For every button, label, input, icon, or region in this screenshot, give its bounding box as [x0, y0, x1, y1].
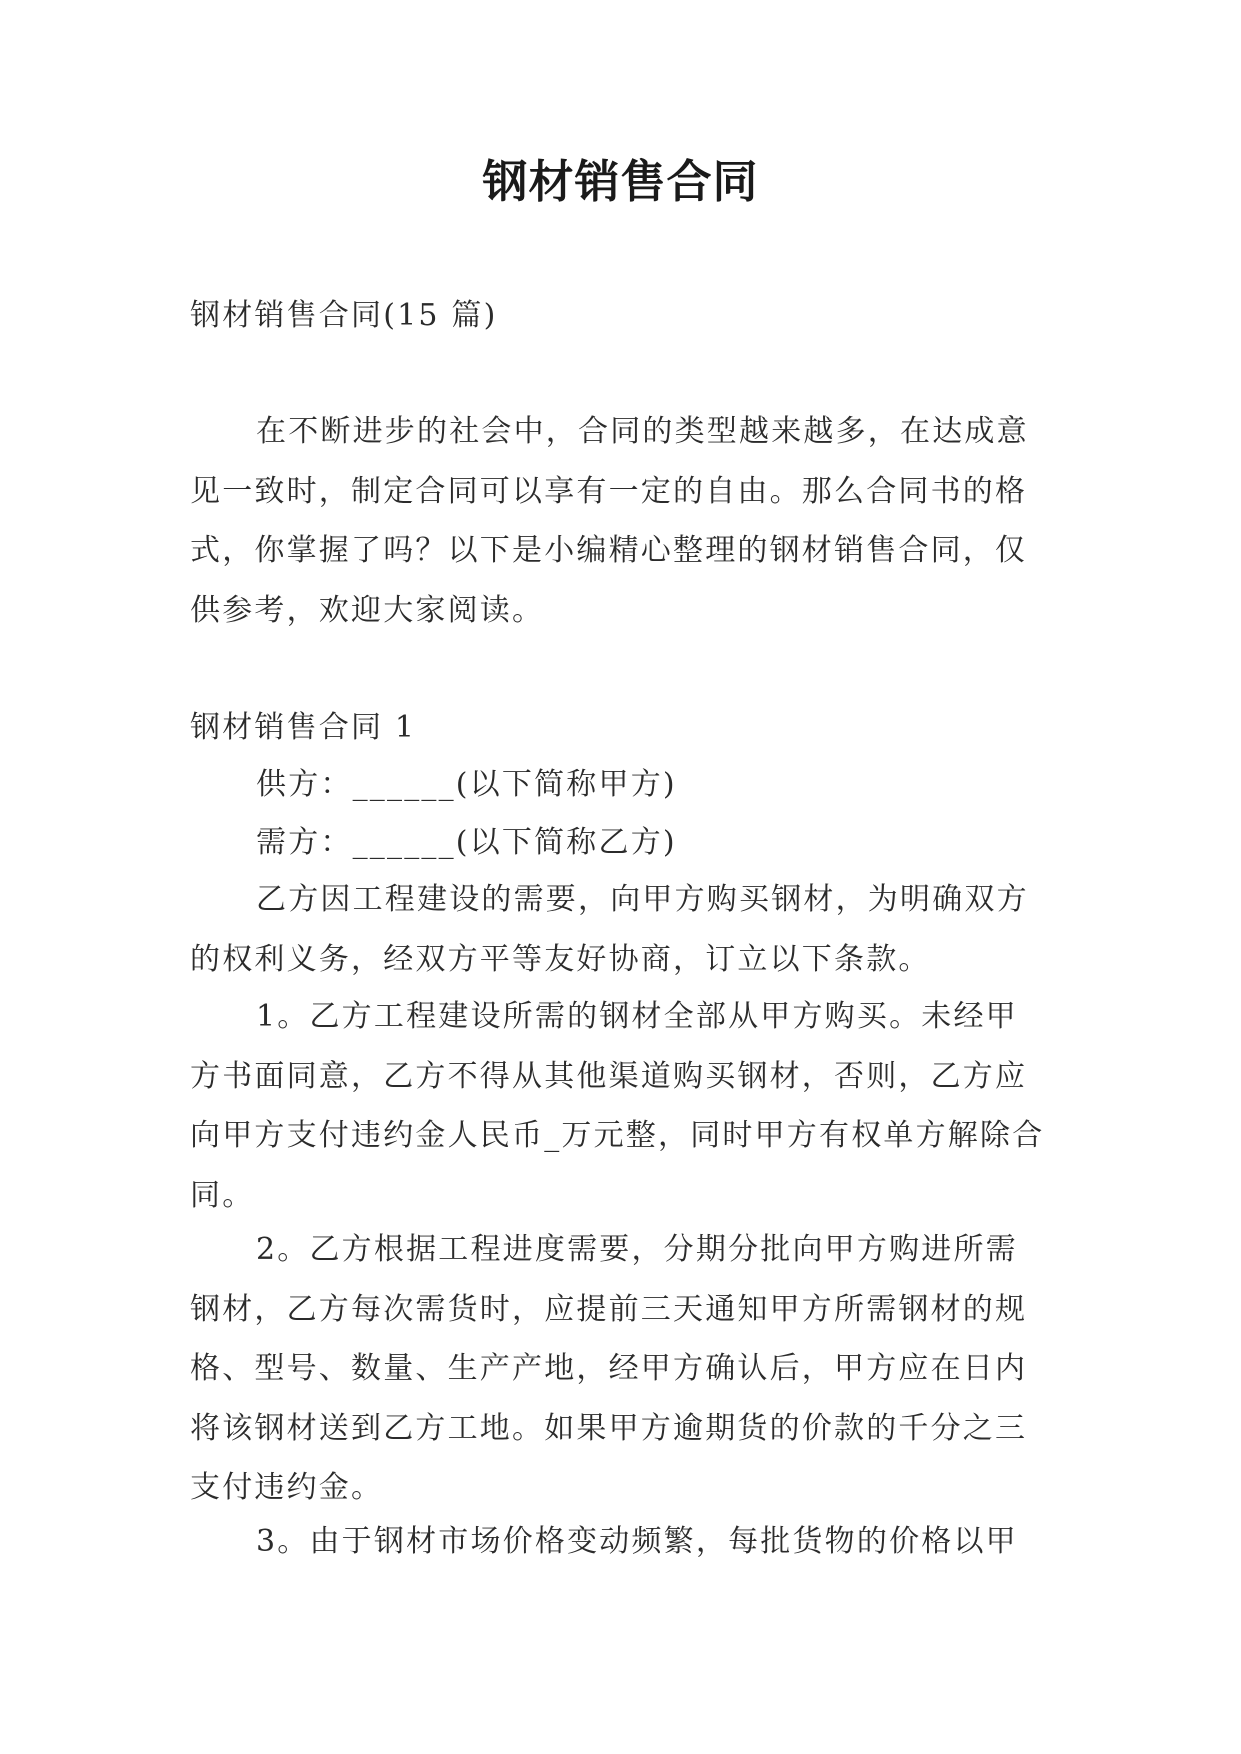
buyer-line: 需方：______(以下简称乙方): [256, 825, 677, 860]
document-title: 钢材销售合同: [482, 155, 759, 208]
clause-paragraph: 1。乙方工程建设所需的钢材全部从甲方购买。未经甲方书面同意，乙方不得从其他渠道购买钢材，否则，乙方应向甲方支付违约金人民币_万元整，同时甲方有权单方解除合同。: [190, 999, 1045, 1213]
intro-paragraph: 在不断进步的社会中，合同的类型越来越多，在达成意见一致时，制定合同可以享有一定的自由。那么合同书的格式，你掌握了吗？以下是小编精心整理的钢材销售合同，仅供参考，欢迎大家阅读。: [190, 414, 1029, 628]
clause-paragraph: 3。由于钢材市场价格变动频繁，每批货物的价格以甲: [256, 1524, 1018, 1559]
supplier-line: 供方：______(以下简称甲方): [256, 767, 677, 802]
section-heading: 钢材销售合同 1: [190, 710, 417, 745]
clause-paragraph: 2。乙方根据工程进度需要，分期分批向甲方购进所需钢材，乙方每次需货时，应提前三天通知甲方所需钢材的规格、型号、数量、生产产地，经甲方确认后，甲方应在日内将该钢材送到乙方工地。如果甲方逾期货的价款的千分之三支付违约金。: [190, 1232, 1028, 1505]
document-subtitle: 钢材销售合同(15 篇): [190, 298, 498, 333]
preamble-paragraph: 乙方因工程建设的需要，向甲方购买钢材，为明确双方的权利义务，经双方平等友好协商，订立以下条款。: [190, 882, 1029, 977]
